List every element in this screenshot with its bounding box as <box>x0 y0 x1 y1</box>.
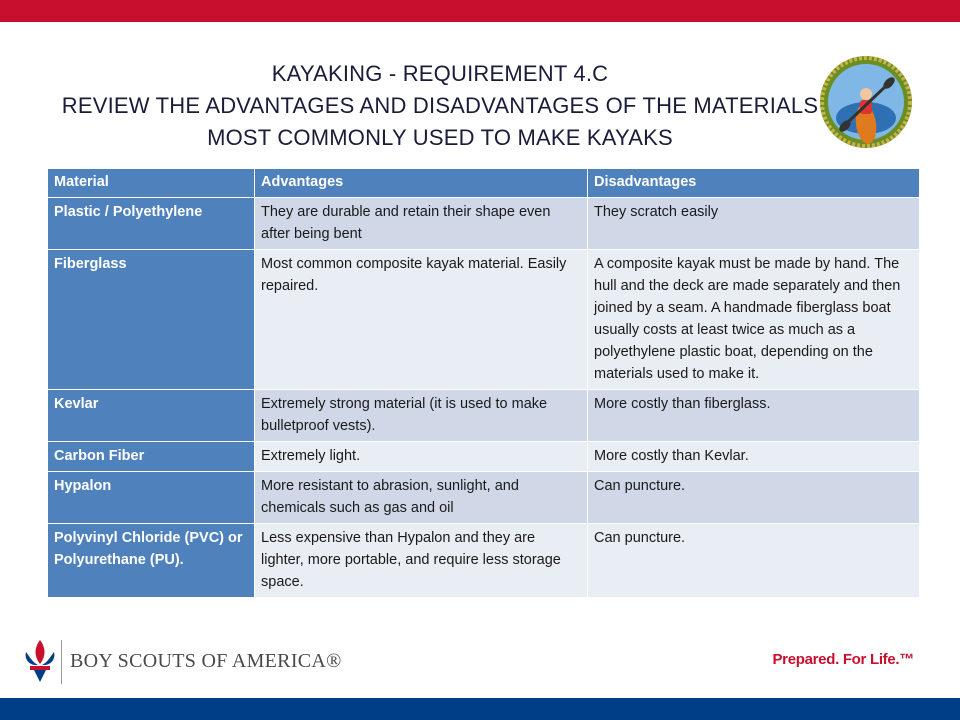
disadvantages-cell: More costly than fiberglass. <box>588 390 920 442</box>
table-row <box>48 442 920 472</box>
material-cell: Fiberglass <box>48 250 255 390</box>
material-cell: Carbon Fiber <box>48 442 255 472</box>
org-name: BOY SCOUTS OF AMERICA® <box>70 650 342 672</box>
material-cell: Kevlar <box>48 390 255 442</box>
table-row <box>48 198 920 250</box>
advantages-cell: Extremely light. <box>255 442 588 472</box>
disadvantages-cell: They scratch easily <box>588 198 920 250</box>
disadvantages-cell: Can puncture. <box>588 472 920 524</box>
fleur-de-lis-icon <box>22 638 58 684</box>
logo-divider <box>61 640 62 684</box>
advantages-cell: More resistant to abrasion, sunlight, and chemicals such as gas and oil <box>255 472 588 524</box>
table-header-row <box>48 169 920 198</box>
table-row <box>48 390 920 442</box>
table-row <box>48 524 920 598</box>
bottom-blue-bar <box>0 698 960 720</box>
disadvantages-cell: A composite kayak must be made by hand. The hull and the deck are made separately and then joined by a seam. A handmade fiberglass boat usually costs at least twice as much as a polyethylene plastic boat, depending on the materials used to make it. <box>588 250 920 390</box>
material-cell: Hypalon <box>48 472 255 524</box>
advantages-cell: They are durable and retain their shape even after being bent <box>255 198 588 250</box>
column-header-material: Material <box>48 169 255 198</box>
table-row <box>48 250 920 390</box>
kayaking-merit-badge-icon <box>818 54 914 150</box>
table-row <box>48 472 920 524</box>
disadvantages-cell: More costly than Kevlar. <box>588 442 920 472</box>
top-red-bar <box>0 0 960 22</box>
title-line-3: MOST COMMONLY USED TO MAKE KAYAKS <box>207 125 673 150</box>
advantages-cell: Extremely strong material (it is used to make bulletproof vests). <box>255 390 588 442</box>
slide-title <box>40 58 840 154</box>
title-line-2: REVIEW THE ADVANTAGES AND DISADVANTAGES OF THE MATERIALS <box>61 93 819 118</box>
advantages-cell: Most common composite kayak material. Easily repaired. <box>255 250 588 390</box>
material-cell: Polyvinyl Chloride (PVC) or Polyurethane (PU). <box>48 524 255 598</box>
slogan: Prepared. For Life.™ <box>772 651 914 668</box>
column-header-disadvantages: Disadvantages <box>588 169 920 198</box>
advantages-cell: Less expensive than Hypalon and they are lighter, more portable, and require less storage space. <box>255 524 588 598</box>
materials-table <box>47 168 920 598</box>
title-line-1: KAYAKING - REQUIREMENT 4.C <box>271 61 609 86</box>
material-cell: Plastic / Polyethylene <box>48 198 255 250</box>
disadvantages-cell: Can puncture. <box>588 524 920 598</box>
column-header-advantages: Advantages <box>255 169 588 198</box>
